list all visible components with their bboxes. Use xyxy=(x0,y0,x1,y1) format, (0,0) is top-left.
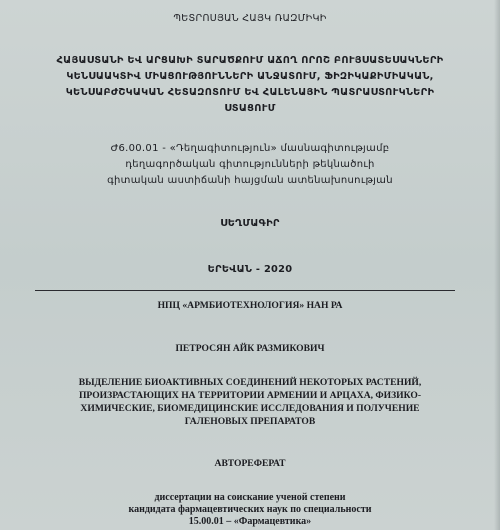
armenian-specialty-line-1: Ժ6.00.01 - «Դեղագիտություն» մասնագիտությամբ xyxy=(110,143,390,154)
russian-degree-line-3: 15.00.01 – «Фармацевтика» xyxy=(188,516,312,527)
armenian-title-line-1: ՀԱՅԱՍՏԱՆԻ ԵՎ ԱՐՑԱԽԻ ՏԱՐԱԾՔՈՒՄ ԱՃՈՂ ՈՐՈՇ ԲՈՒՅՍԱՏԵՍԱԿՆԵՐԻ xyxy=(56,55,444,66)
armenian-title-line-3: ԿԵՆՍԱԲԺՇԿԱԿԱՆ ՀԵՏԱԶՈՏՈՒՄ ԵՎ ՀԱԼԵՆԱՅԻՆ ՊԱՏՐԱՍՏՈՒԿՆԵՐԻ xyxy=(65,87,435,98)
armenian-title-line-2: ԿԵՆՍԱԱԿՏԻՎ ՄԻԱՑՈՒԹՅՈՒՆՆԵՐԻ ԱՆՋԱՏՈՒՄ, ՖԻԶԻԿԱՔԻՄԻԱԿԱՆ, xyxy=(66,71,434,82)
author-name-armenian: ՊԵՏՐՈՍՅԱՆ ՀԱՅԿ ՌԱԶՄԻԿԻ xyxy=(173,13,327,24)
russian-organization: НПЦ «АРМБИОТЕХНОЛОГИЯ» НАН РА xyxy=(157,300,343,311)
russian-title-line-1: ВЫДЕЛЕНИЕ БИОАКТИВНЫХ СОЕДИНЕНИЙ НЕКОТОРЫХ РАСТЕНИЙ, xyxy=(78,377,422,388)
russian-title-line-4: ГАЛЕНОВЫХ ПРЕПАРАТОВ xyxy=(184,416,316,427)
city-year: ԵՐԵՎԱՆ - 2020 xyxy=(207,264,293,275)
russian-title-line-2: ПРОИЗРАСТАЮЩИХ НА ТЕРРИТОРИИ АРМЕНИИ И АРЦАХА, ФИЗИКО- xyxy=(78,390,422,401)
russian-degree-line-1: диссертации на соискание ученой степени xyxy=(154,492,346,503)
armenian-specialty-line-3: գիտական աստիճանի հայցման ատենախոսության xyxy=(107,175,393,186)
russian-degree-line-2: кандидата фармацевтических наук по специальности xyxy=(128,504,372,515)
armenian-doc-type: ՍԵՂՄԱԳԻՐ xyxy=(220,218,280,229)
russian-doc-type: АВТОРЕФЕРАТ xyxy=(214,458,286,469)
armenian-title-line-4: ՍՏԱՑՈՒՄ xyxy=(224,103,276,114)
page-edge-shadow xyxy=(494,0,500,530)
divider-line xyxy=(35,290,455,291)
russian-author-name: ПЕТРОСЯН АЙК РАЗМИКОВИЧ xyxy=(175,343,325,354)
armenian-specialty-line-2: դեղագործական գիտությունների թեկնածուի xyxy=(125,159,375,170)
russian-title-line-3: ХИМИЧЕСКИЕ, БИОМЕДИЦИНСКИЕ ИССЛЕДОВАНИЯ И ПОЛУЧЕНИЕ xyxy=(80,403,420,414)
